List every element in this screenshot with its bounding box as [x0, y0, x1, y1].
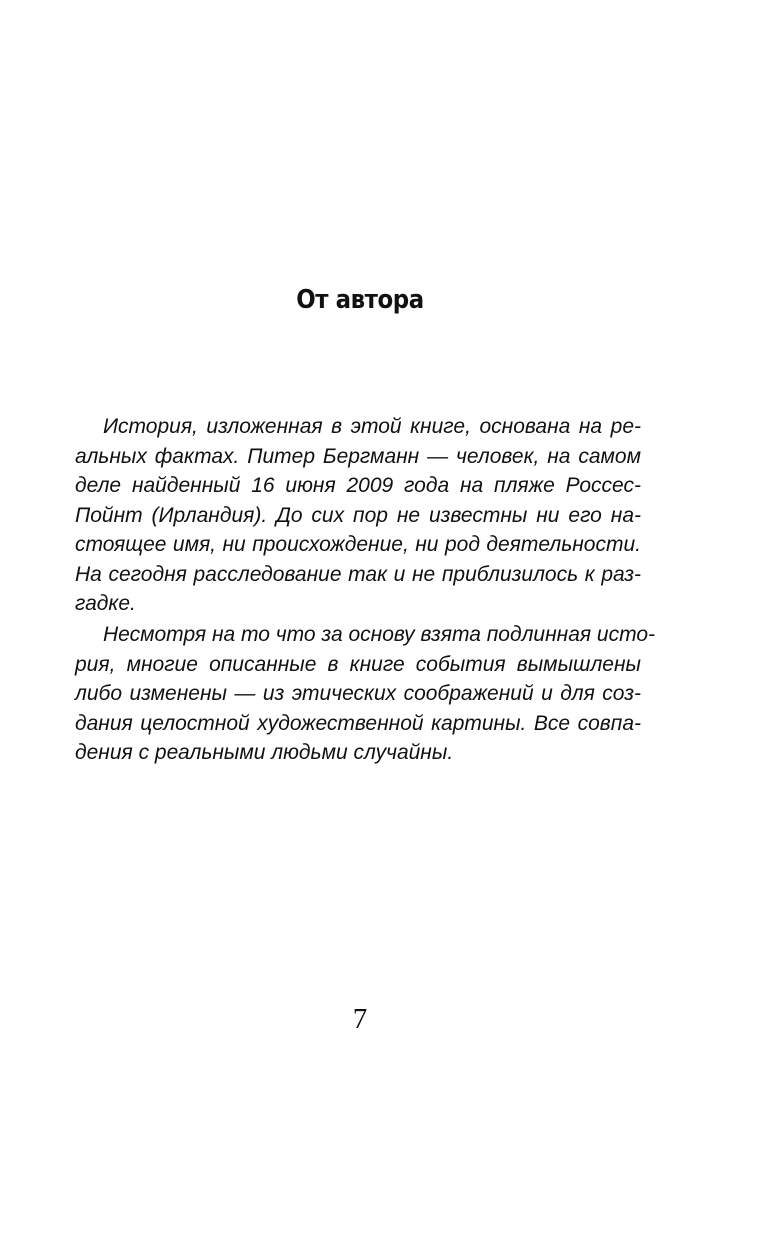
paragraph-1 [75, 412, 641, 619]
text-line: рия, многие описанные в книге события вымышлены [75, 652, 641, 676]
text-line: дения с реальными людьми случайны. [75, 741, 454, 764]
paragraph-2 [75, 620, 656, 768]
text-line: На сегодня расследование так и не приблизилось к раз- [75, 562, 641, 586]
text-line: История, изложенная в этой книге, основана на ре- [103, 415, 641, 438]
text-line: либо изменены — из этических соображений и для соз- [75, 682, 641, 705]
text-line: Пойнт (Ирландия). До сих пор не известны ни его на- [75, 503, 641, 527]
text-line: стоящее имя, ни происхождение, ни род деятельности. [75, 533, 641, 556]
text-line: деле найденный 16 июня 2009 года на пляже Россес- [75, 474, 641, 497]
text-line: дания целостной художественной картины. Все совпа- [75, 711, 641, 735]
page-number: 7 [352, 1003, 368, 1035]
text-line: альных фактах. Питер Бергманн — человек, на самом [75, 444, 641, 468]
text-line: Несмотря на то что за основу взята подлинная исто- [103, 623, 656, 646]
page-title: От автора [296, 285, 424, 315]
text-line: гадке. [75, 592, 136, 615]
